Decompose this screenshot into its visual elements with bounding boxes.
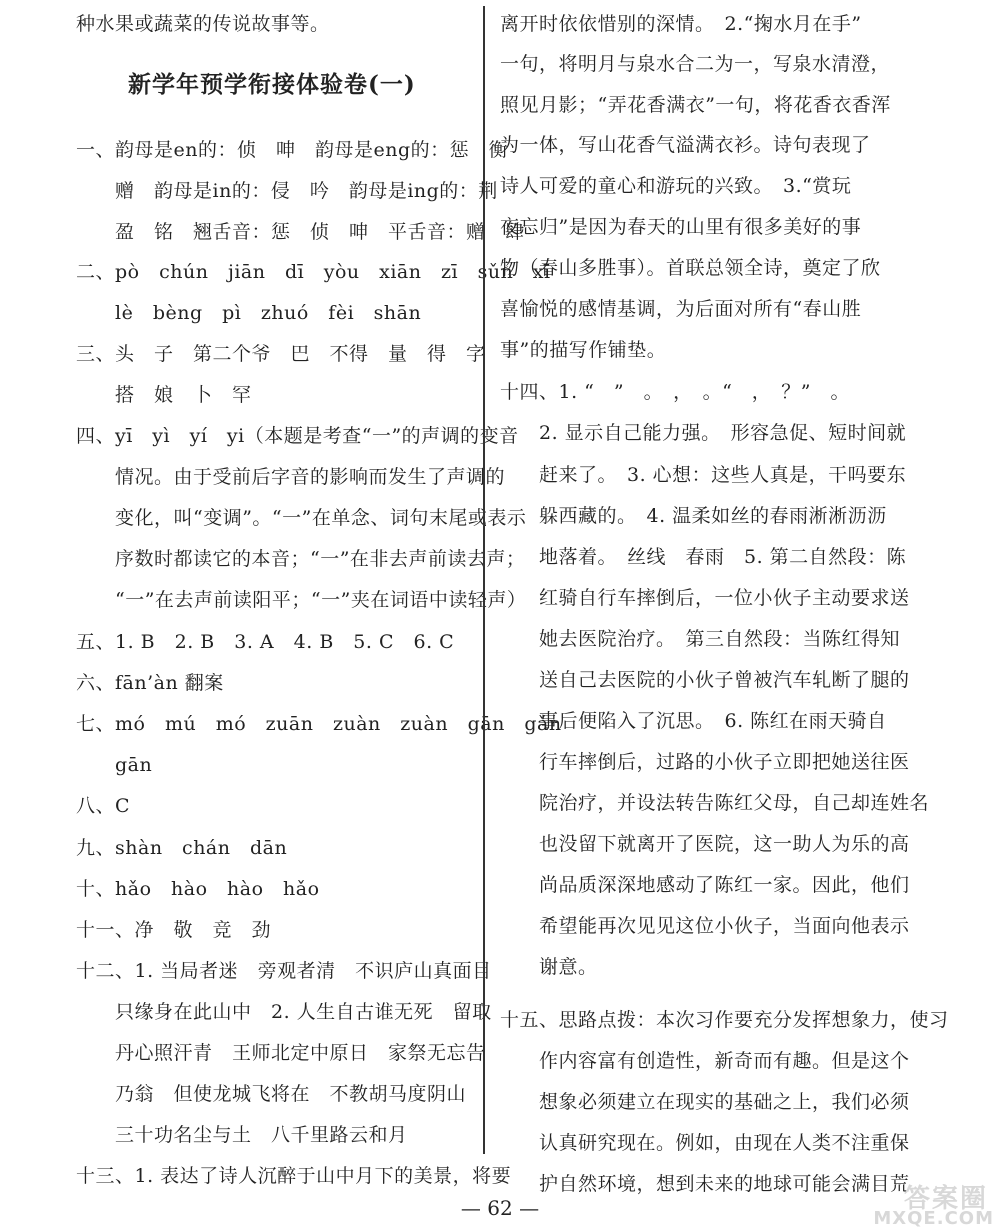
left-text-line: 乃翁 但使龙城飞将在 不教胡马度阴山 [76, 1083, 467, 1105]
left-text-line: lè bèng pì zhuó fèi shān [76, 302, 422, 324]
left-text-line: 盈 铭 翘舌音：惩 侦 呻 平舌音：赠 肆 [76, 221, 525, 243]
right-text-line: 地落着。 丝线 春雨 5. 第二自然段：陈 [500, 546, 907, 568]
right-text-line: 认真研究现在。例如，由现在人类不注重保 [500, 1132, 910, 1154]
right-text-line: 2. 显示自己能力强。 形容急促、短时间就 [500, 422, 907, 444]
right-text-line: 希望能再次见见这位小伙子，当面向他表示 [500, 915, 910, 937]
left-text-line: 四、yī yì yí yi（本题是考查“一”的声调的变音 [76, 425, 519, 447]
left-text-line: 三十功名尘与土 八千里路云和月 [76, 1124, 408, 1146]
column-divider [483, 6, 485, 1154]
right-text-line: 赶来了。 3. 心想：这些人真是，干吗要东 [500, 464, 907, 486]
right-text-line: 她去医院治疗。 第三自然段：当陈红得知 [500, 628, 901, 650]
right-text-line: 夜忘归”是因为春天的山里有很多美好的事 [500, 216, 862, 238]
left-text-line: 只缘身在此山中 2. 人生自古谁无死 留取 [76, 1001, 492, 1023]
left-text-line: 六、fān’àn 翻案 [76, 672, 224, 694]
right-text-line: 躲西藏的。 4. 温柔如丝的春雨淅淅沥沥 [500, 505, 887, 527]
left-text-line: 十三、1. 表达了诗人沉醉于山中月下的美景，将要 [76, 1165, 512, 1187]
left-text-line: 七、mó mú mó zuān zuàn zuàn gān gǎn [76, 713, 562, 735]
section-title: 新学年预学衔接体验卷(一) [128, 71, 416, 98]
left-text-line: 三、头 子 第二个爷 巴 不得 量 得 字 [76, 343, 486, 365]
left-text-line: 种水果或蔬菜的传说故事等。 [76, 13, 330, 35]
left-text-line: “一”在去声前读阳平；“一”夹在词语中读轻声） [76, 589, 527, 611]
right-text-line: 想象必须建立在现实的基础之上，我们必须 [500, 1091, 910, 1113]
left-text-line: 搭 娘 卜 罕 [76, 384, 252, 406]
right-text-line: 事”的描写作铺垫。 [500, 339, 667, 361]
right-text-line: 护自然环境，想到未来的地球可能会满目荒 [500, 1173, 910, 1195]
right-text-line: 红骑自行车摔倒后，一位小伙子主动要求送 [500, 587, 910, 609]
left-text-line: 二、pò chún jiān dī yòu xiān zī sǔn xī [76, 261, 551, 283]
right-text-line: 十四、1. “ ” 。 ， 。“ ， ？” 。 [500, 381, 851, 403]
right-text-line: 为一体，写山花香气溢满衣衫。诗句表现了 [500, 134, 871, 156]
right-text-line: 一句，将明月与泉水合二为一，写泉水清澄， [500, 53, 891, 75]
watermark-logo: 答案圈 MXQE.COM [873, 1184, 994, 1229]
right-text-line: 照见月影；“弄花香满衣”一句，将花香衣香浑 [500, 94, 891, 116]
right-text-line: 离开时依依惜别的深情。 2.“掬水月在手” [500, 13, 862, 35]
right-text-line: 十五、思路点拨：本次习作要充分发挥想象力，使习 [500, 1009, 949, 1031]
left-text-line: 九、shàn chán dān [76, 837, 288, 859]
right-text-line: 诗人可爱的童心和游玩的兴致。 3.“赏玩 [500, 175, 852, 197]
right-text-line: 院治疗，并设法转告陈红父母，自己却连姓名 [500, 792, 930, 814]
right-text-line: 也没留下就离开了医院，这一助人为乐的高 [500, 833, 910, 855]
left-text-line: 十、hǎo hào hào hǎo [76, 878, 320, 900]
right-text-line: 喜愉悦的感情基调，为后面对所有“春山胜 [500, 298, 862, 320]
right-text-line: 事后便陷入了沉思。 6. 陈红在雨天骑自 [500, 710, 887, 732]
left-text-line: 变化，叫“变调”。“一”在单念、词句末尾或表示 [76, 507, 527, 529]
right-text-line: 物（春山多胜事）。首联总领全诗，奠定了欣 [500, 257, 881, 279]
left-text-line: 赠 韵母是in的：侵 吟 韵母是ing的：荆 [76, 180, 498, 202]
left-text-line: 一、韵母是en的：侦 呻 韵母是eng的：惩 衡 [76, 139, 509, 161]
right-text-line: 谢意。 [500, 956, 598, 978]
left-text-line: 十二、1. 当局者迷 旁观者清 不识庐山真面目 [76, 960, 492, 982]
left-text-line: 十一、净 敬 竞 劲 [76, 919, 272, 941]
right-text-line: 行车摔倒后，过路的小伙子立即把她送往医 [500, 751, 910, 773]
left-text-line: 丹心照汗青 王师北定中原日 家祭无忘告 [76, 1042, 486, 1064]
left-text-line: gān [76, 754, 153, 776]
left-text-line: 八、C [76, 795, 131, 817]
right-text-line: 尚品质深深地感动了陈红一家。因此，他们 [500, 874, 910, 896]
left-text-line: 序数时都读它的本音；“一”在非去声前读去声； [76, 548, 526, 570]
left-text-line: 五、1. B 2. B 3. A 4. B 5. C 6. C [76, 631, 455, 653]
left-text-line: 情况。由于受前后字音的影响而发生了声调的 [76, 466, 506, 488]
page-number: — 62 — [460, 1196, 540, 1220]
right-text-line: 作内容富有创造性，新奇而有趣。但是这个 [500, 1050, 910, 1072]
right-text-line: 送自己去医院的小伙子曾被汽车轧断了腿的 [500, 669, 910, 691]
